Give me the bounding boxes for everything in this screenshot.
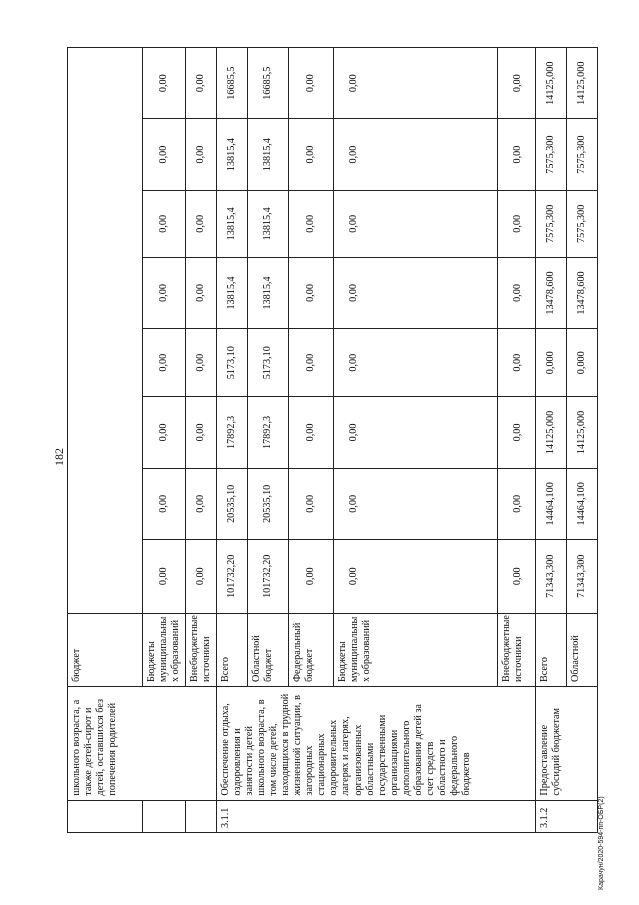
cell-value: 0,00 — [498, 329, 536, 397]
cell-source: Бюджеты муниципальны х образований — [143, 613, 186, 687]
cell-value: 0,00 — [143, 397, 186, 468]
cell-value: 0,00 — [498, 119, 536, 190]
cell-value: 5173,10 — [248, 329, 289, 397]
cell-value: 0,00 — [186, 468, 217, 539]
cell-name: Предоставление субсидий бюджетам — [536, 687, 598, 801]
cell-value: 0,00 — [186, 48, 217, 119]
cell-value: 0,00 — [334, 119, 498, 190]
cell-value: 13815,4 — [217, 190, 248, 257]
cell-value: 0,00 — [289, 329, 334, 397]
cell-value: 14125,000 — [567, 48, 598, 119]
cell-value: 0,00 — [143, 48, 186, 119]
cell-id — [68, 800, 143, 832]
cell-value: 101732,20 — [217, 540, 248, 614]
cell-value: 0,00 — [334, 257, 498, 328]
cell-name: школьного возраста, а также детей-сирот и детей, оставшихся без попечения родителей — [68, 687, 217, 801]
table-body — [68, 48, 598, 833]
cell-value: 16685,5 — [248, 48, 289, 119]
cell-source: Федеральный бюджет — [289, 613, 334, 687]
cell-value: 71343,300 — [536, 540, 567, 614]
cell-value: 0,00 — [186, 119, 217, 190]
cell-value: 0,00 — [289, 397, 334, 468]
cell-value: 13815,4 — [217, 257, 248, 328]
cell-value: 5173,10 — [217, 329, 248, 397]
cell-value: 14125,000 — [536, 397, 567, 468]
cell-value: 0,00 — [498, 468, 536, 539]
cell-value: 0,00 — [186, 329, 217, 397]
table-row — [536, 48, 567, 833]
cell-value: 0,00 — [334, 397, 498, 468]
cell-value: 7575,300 — [567, 119, 598, 190]
cell-value: 0,00 — [334, 48, 498, 119]
cell-value: 17892,3 — [248, 397, 289, 468]
cell-value: 0,00 — [498, 397, 536, 468]
cell-value: 0,00 — [143, 190, 186, 257]
cell-value: 0,00 — [334, 540, 498, 614]
cell-source: Внебюджетные источники — [498, 613, 536, 687]
cell-value: 0,00 — [289, 468, 334, 539]
cell-value: 13815,4 — [248, 119, 289, 190]
cell-id: 3.1.1 — [217, 800, 536, 832]
cell-value: 13478,600 — [567, 257, 598, 328]
cell-source: Бюджеты муниципальны х образований — [334, 613, 498, 687]
cell-value: 0,00 — [289, 540, 334, 614]
cell-value: 71343,300 — [567, 540, 598, 614]
cell-value: 14464,100 — [536, 468, 567, 539]
cell-value: 0,00 — [143, 540, 186, 614]
cell-value: 0,00 — [186, 397, 217, 468]
cell-id — [143, 800, 186, 832]
footer-document-code: Карачун/2020-594-пп-ОБР(2) — [598, 796, 605, 890]
cell-id — [186, 800, 217, 832]
cell-name: Обеспечение отдыха, оздоровления и занятости детей школьного возраста, в том числе детей, находящихся в трудной жизненной ситуации, в загородных стационарных оздоровительных лагерях и лагерях, организованных областными государственными организациями дополнительного образования детей за счет средств областного и федерального бюджетов — [217, 687, 536, 801]
cell-value: 14125,000 — [536, 48, 567, 119]
cell-value: 7575,300 — [536, 190, 567, 257]
cell-id: 3.1.2 — [536, 800, 598, 832]
cell-source: Всего — [217, 613, 248, 687]
cell-value: 13478,600 — [536, 257, 567, 328]
cell-value: 0,00 — [186, 540, 217, 614]
cell-value: 0,00 — [334, 468, 498, 539]
cell-empty — [68, 48, 143, 614]
cell-source: Всего — [536, 613, 567, 687]
cell-value: 0,000 — [536, 329, 567, 397]
cell-value: 20535,10 — [217, 468, 248, 539]
rotated-table-container — [67, 47, 588, 833]
cell-value: 0,00 — [334, 329, 498, 397]
cell-value: 13815,4 — [217, 119, 248, 190]
page-number: 182 — [52, 448, 66, 466]
cell-value: 17892,3 — [217, 397, 248, 468]
cell-value: 13815,4 — [248, 257, 289, 328]
cell-value: 14464,100 — [567, 468, 598, 539]
cell-value: 0,00 — [498, 190, 536, 257]
cell-source: Областной — [567, 613, 598, 687]
cell-value: 0,00 — [289, 257, 334, 328]
cell-value: 0,00 — [143, 329, 186, 397]
cell-value: 0,00 — [498, 48, 536, 119]
cell-value: 20535,10 — [248, 468, 289, 539]
cell-value: 0,00 — [289, 190, 334, 257]
cell-source: Областной бюджет — [248, 613, 289, 687]
cell-value: 7575,300 — [536, 119, 567, 190]
cell-source: Внебюджетные источники — [186, 613, 217, 687]
table-row — [68, 48, 143, 833]
budget-table — [67, 47, 598, 833]
table-row — [217, 48, 248, 833]
cell-value: 0,00 — [143, 468, 186, 539]
cell-value: 16685,5 — [217, 48, 248, 119]
cell-source: бюджет — [68, 613, 143, 687]
cell-value: 0,00 — [186, 190, 217, 257]
cell-value: 0,00 — [143, 257, 186, 328]
cell-value: 14125,000 — [567, 397, 598, 468]
cell-value: 0,00 — [334, 190, 498, 257]
cell-value: 101732,20 — [248, 540, 289, 614]
cell-value: 7575,300 — [567, 190, 598, 257]
cell-value: 0,00 — [289, 48, 334, 119]
cell-value: 0,00 — [143, 119, 186, 190]
cell-value: 13815,4 — [248, 190, 289, 257]
cell-value: 0,00 — [498, 540, 536, 614]
cell-value: 0,000 — [567, 329, 598, 397]
cell-value: 0,00 — [186, 257, 217, 328]
cell-value: 0,00 — [498, 257, 536, 328]
cell-value: 0,00 — [289, 119, 334, 190]
